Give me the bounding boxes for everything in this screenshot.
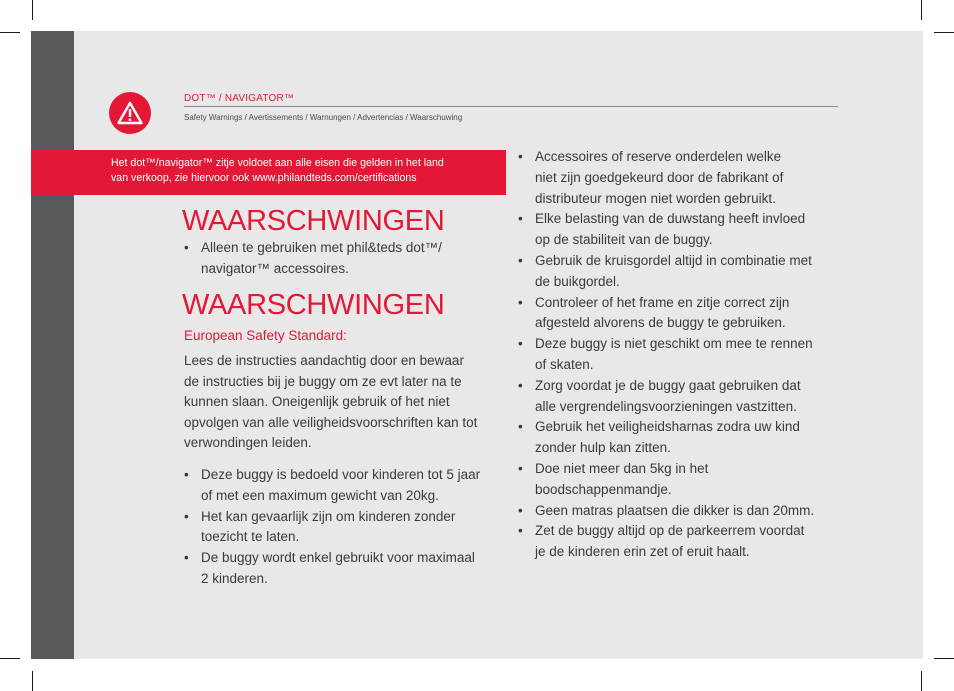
paragraph-line: kunnen slaan. Oneigenlijk gebruik of het niet bbox=[184, 394, 450, 409]
banner-line: van verkoop, zie hiervoor ook www.philandteds.com/certifications bbox=[111, 172, 417, 184]
list-item bbox=[184, 465, 480, 507]
section-subheading: European Safety Standard: bbox=[184, 328, 347, 343]
bullet-list bbox=[184, 238, 442, 280]
crop-mark bbox=[32, 0, 33, 20]
instruction-paragraph bbox=[184, 351, 514, 454]
paragraph-line: verwondingen leiden. bbox=[184, 435, 312, 450]
list-item bbox=[518, 417, 814, 459]
crop-mark bbox=[921, 671, 922, 691]
list-item-line: • Elke belasting van de duwstang heeft invloed bbox=[535, 211, 806, 227]
list-item bbox=[184, 238, 442, 280]
list-item bbox=[518, 459, 814, 501]
list-item-line: • Doe niet meer dan 5kg in het bbox=[535, 460, 709, 476]
warning-triangle-icon bbox=[109, 92, 151, 134]
paragraph-line: de instructies bij je buggy om ze evt later na te bbox=[184, 373, 462, 389]
list-item bbox=[518, 334, 814, 376]
list-item-line: niet zijn goedgekeurd door de fabrikant of bbox=[535, 169, 784, 185]
section-heading: WAARSCHWINGEN bbox=[182, 289, 445, 321]
list-item-line: zonder hulp kan zitten. bbox=[535, 440, 671, 456]
list-item-line: • Zorg voordat je de buggy gaat gebruiken dat bbox=[535, 377, 801, 393]
list-item-line: afgesteld alvorens de buggy te gebruiken. bbox=[535, 315, 786, 331]
list-item-line: • De buggy wordt enkel gebruikt voor maximaal bbox=[201, 550, 475, 566]
header-title: DOT™ / NAVIGATOR™ bbox=[184, 93, 295, 104]
list-item bbox=[518, 521, 814, 563]
list-item-line: 2 kinderen. bbox=[201, 570, 268, 586]
crop-mark bbox=[32, 671, 33, 691]
header-divider bbox=[184, 106, 838, 107]
list-item-line: • Gebruik de kruisgordel altijd in combinatie met bbox=[535, 252, 812, 268]
paragraph-line: opvolgen van alle veiligheidsvoorschriften kan tot bbox=[184, 414, 478, 430]
list-item-line: • Het kan gevaarlijk zijn om kinderen zonder bbox=[201, 508, 456, 524]
list-item-line: of met een maximum gewicht van 20kg. bbox=[201, 487, 439, 503]
paragraph-line: Lees de instructies aandachtig door en bewaar bbox=[184, 353, 464, 368]
list-item-line: • Geen matras plaatsen die dikker is dan 20mm. bbox=[535, 502, 815, 518]
bullet-list bbox=[184, 465, 480, 590]
list-item-line: • Accessoires of reserve onderdelen welke bbox=[535, 149, 782, 164]
list-item bbox=[518, 293, 814, 335]
list-item-line: • Deze buggy is bedoeld voor kinderen tot 5 jaar bbox=[201, 467, 481, 482]
list-item-line: distributeur mogen niet worden gebruikt. bbox=[535, 190, 776, 206]
list-item-line: • Deze buggy is niet geschikt om mee te rennen bbox=[535, 336, 813, 352]
list-item bbox=[184, 548, 480, 590]
list-item-line: je de kinderen erin zet of eruit haalt. bbox=[535, 544, 750, 560]
crop-mark bbox=[0, 658, 20, 659]
list-item-line: of skaten. bbox=[535, 356, 594, 372]
list-item-line: • Zet de buggy altijd op de parkeerrem voordat bbox=[535, 523, 805, 539]
list-item-line: • Gebruik het veiligheidsharnas zodra uw kind bbox=[535, 419, 800, 435]
list-item-line: alle vergrendelingsvoorzieningen vastzitten. bbox=[535, 398, 797, 414]
list-item-line: toezicht te laten. bbox=[201, 529, 300, 545]
list-item-line: boodschappenmandje. bbox=[535, 481, 672, 497]
list-item-line: op de stabiliteit van de buggy. bbox=[535, 232, 713, 248]
list-item bbox=[518, 209, 814, 251]
crop-mark bbox=[0, 32, 20, 33]
list-item-line: de buikgordel. bbox=[535, 273, 620, 289]
list-item-line: • Controleer of het frame en zitje correct zijn bbox=[535, 294, 790, 310]
crop-mark bbox=[921, 0, 922, 20]
document-page bbox=[31, 31, 923, 659]
list-item bbox=[518, 251, 814, 293]
list-item-line: navigator™ accessoires. bbox=[201, 260, 349, 276]
crop-mark bbox=[934, 658, 954, 659]
list-item-line: • Alleen te gebruiken met phil&teds dot™/ bbox=[201, 240, 442, 255]
bullet-list bbox=[518, 147, 814, 563]
list-item bbox=[518, 147, 814, 209]
crop-mark bbox=[934, 32, 954, 33]
section-heading: WAARSCHWINGEN bbox=[182, 205, 445, 237]
banner-line: Het dot™/navigator™ zitje voldoet aan alle eisen die gelden in het land bbox=[111, 157, 444, 169]
list-item bbox=[518, 501, 814, 522]
certification-banner bbox=[31, 150, 506, 195]
page-sidebar bbox=[31, 31, 74, 659]
list-item bbox=[184, 507, 480, 549]
header-subtitle: Safety Warnings / Avertissements / Warnungen / Advertencias / Waarschuwing bbox=[184, 113, 463, 122]
list-item bbox=[518, 376, 814, 418]
